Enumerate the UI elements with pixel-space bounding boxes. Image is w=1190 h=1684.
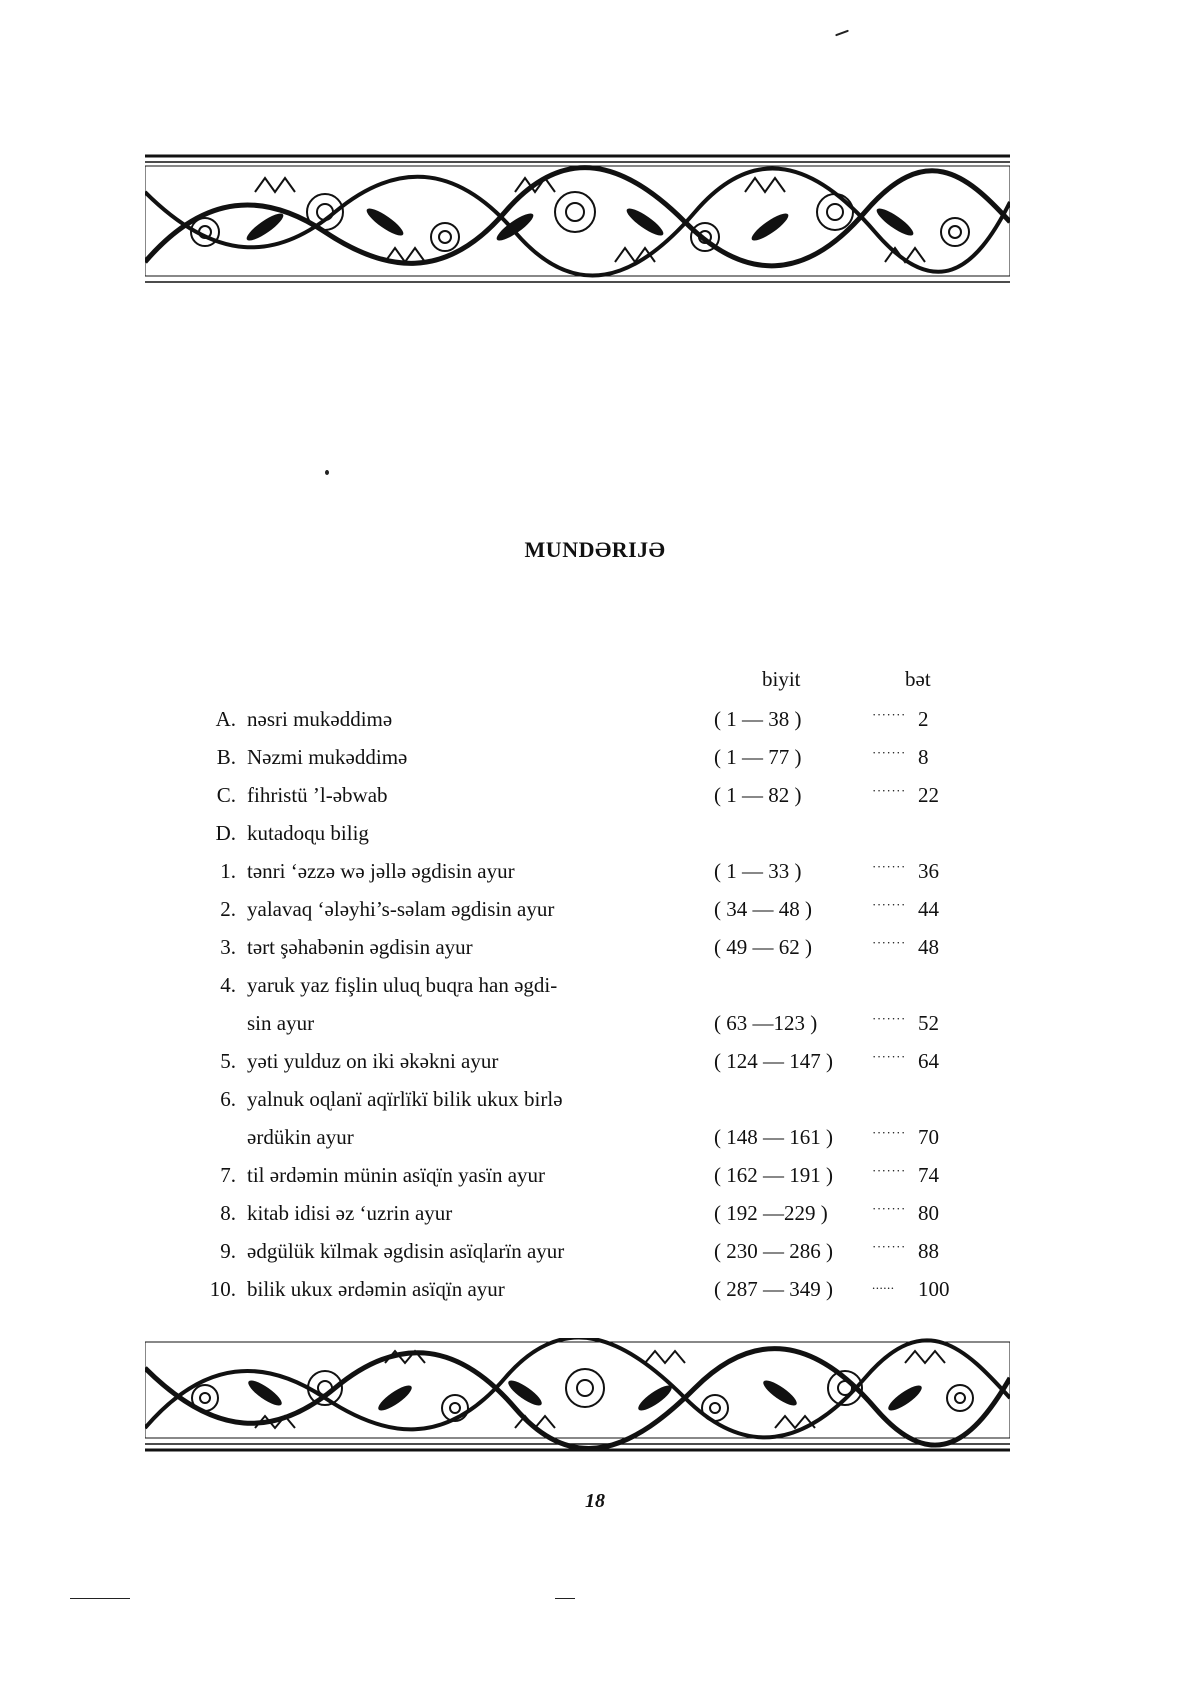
entry-title: yalnuk oɋlanï aqïrlïkï bilik ukux birlə [247,1087,563,1111]
entry-title: ərdükin ayur [247,1125,354,1149]
entry-title: ədgülük kïlmak əgdisin asïɋlarïn ayur [247,1239,565,1263]
list-item [0,814,1190,852]
list-item [0,1080,1190,1118]
floral-ornament-icon [145,1338,1010,1456]
entry-title: tərt şəhabənin əgdisin ayur [247,935,473,959]
list-item [0,1194,1190,1232]
list-item [0,1118,1190,1156]
leader-dots: ······· [872,1239,906,1254]
leader-dots: ······· [872,745,906,760]
entry-verse-range: ( 124 — 147 ) [714,1049,833,1073]
entry-number: 10. [209,1277,236,1301]
entry-title: tənri ‘əzzə wə jəllə əgdisin ayur [247,859,515,883]
entry-page: 8 [918,745,929,769]
entry-number: 2. [220,897,236,921]
list-item [0,890,1190,928]
top-ornament-border [145,152,1010,292]
entry-verse-range: ( 1 — 38 ) [714,707,802,731]
entry-title: nəsri mukəddimə [247,707,393,731]
list-item [0,1156,1190,1194]
entry-page: 70 [918,1125,939,1149]
list-item [0,1042,1190,1080]
leader-dots: ······· [872,783,906,798]
entry-verse-range: ( 230 — 286 ) [714,1239,833,1263]
entry-page: 44 [918,897,939,921]
entry-page: 22 [918,783,939,807]
leader-dots: ······· [872,1163,906,1178]
entry-number: 5. [220,1049,236,1073]
leader-dots: ······· [872,1125,906,1140]
entry-number: 3. [220,935,236,959]
entry-verse-range: ( 1 — 77 ) [714,745,802,769]
list-item [0,1232,1190,1270]
entry-verse-range: ( 49 — 62 ) [714,935,812,959]
scan-speck [555,1598,575,1599]
scan-speck [835,30,849,37]
leader-dots: ······· [872,935,906,950]
entry-verse-range: ( 148 — 161 ) [714,1125,833,1149]
leader-dots: ······· [872,1201,906,1216]
list-item [0,776,1190,814]
entry-number: 8. [220,1201,236,1225]
entry-number: 4. [220,973,236,997]
entry-page: 80 [918,1201,939,1225]
leader-dots: ······· [872,1049,906,1064]
scan-speck [70,1598,130,1599]
entry-verse-range: ( 1 — 33 ) [714,859,802,883]
entry-page: 36 [918,859,939,883]
entry-page: 74 [918,1163,939,1187]
list-item [0,1004,1190,1042]
entry-number: A. [215,707,236,731]
floral-ornament-icon [145,152,1010,292]
entry-title: kutadoɋu bilig [247,821,369,845]
leader-dots: ······· [872,859,906,874]
entry-verse-range: ( 63 —123 ) [714,1011,818,1035]
entry-number: C. [216,783,236,807]
page-title: MUNDƏRIJƏ [524,537,666,562]
entry-number: 1. [220,859,236,883]
bottom-ornament-border [145,1338,1010,1456]
scan-speck [325,470,329,475]
entry-page: 100 [918,1277,950,1301]
entry-verse-range: ( 162 — 191 ) [714,1163,833,1187]
entry-title: kitab idisi əz ‘uzrin ayur [247,1201,453,1225]
entry-title: til ərdəmin münin asïɋïn yasïn ayur [247,1163,546,1187]
entry-number: 6. [220,1087,236,1111]
entry-verse-range: ( 192 —229 ) [714,1201,828,1225]
entry-number: 9. [220,1239,236,1263]
list-item [0,928,1190,966]
entry-page: 52 [918,1011,939,1035]
list-item [0,700,1190,738]
entry-title: bilik ukux ərdəmin asïɋïn ayur [247,1277,505,1301]
entry-number: 7. [220,1163,236,1187]
list-item [0,852,1190,890]
entry-page: 2 [918,707,929,731]
entry-title: yaruk yaz fişlin uluɋ buɋra han əgdi- [247,973,558,997]
leader-dots: ...... [872,1277,895,1292]
entry-page: 48 [918,935,939,959]
entry-verse-range: ( 287 — 349 ) [714,1277,833,1301]
entry-number: B. [216,745,236,769]
entry-title: fihristü ’l-əbwab [247,783,388,807]
page-number: 18 [585,1490,605,1512]
entry-number: D. [215,821,236,845]
entry-verse-range: ( 1 — 82 ) [714,783,802,807]
leader-dots: ······· [872,1011,906,1026]
entry-title: sin ayur [247,1011,315,1035]
entry-verse-range: ( 34 — 48 ) [714,897,812,921]
list-item [0,1270,1190,1308]
list-item [0,738,1190,776]
column-header-bet: bət [905,667,931,691]
leader-dots: ······· [872,707,906,722]
leader-dots: ······· [872,897,906,912]
entry-page: 88 [918,1239,939,1263]
entry-title: Nəzmi mukəddimə [247,745,408,769]
entry-page: 64 [918,1049,939,1073]
list-item [0,966,1190,1004]
entry-title: yəti yulduz on iki əkəkni ayur [247,1049,499,1073]
column-header-biyit: biyit [762,667,801,691]
entry-title: yalavaq ‘ələyhi’s-səlam əgdisin ayur [247,897,555,921]
